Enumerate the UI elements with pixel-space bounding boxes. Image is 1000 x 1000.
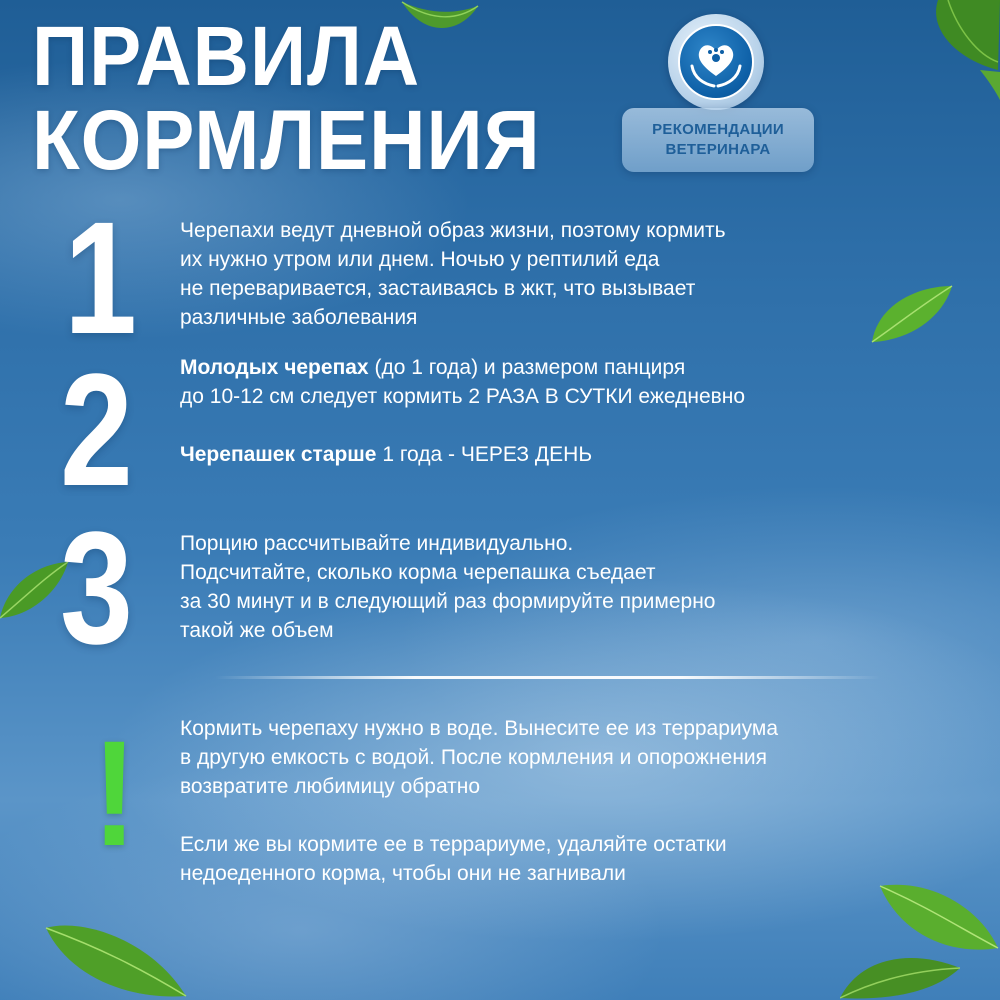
vet-emblem xyxy=(668,14,764,110)
rule-2-text xyxy=(180,353,900,411)
rule-1-number: 1 xyxy=(64,188,137,367)
rule-2-older-bold: Черепашек старше xyxy=(180,443,377,466)
exclamation-mark-icon: ! xyxy=(92,709,137,877)
rule-2-number: 2 xyxy=(60,340,133,519)
badge-line1: РЕКОМЕНДАЦИИ xyxy=(652,121,784,138)
note-1-line-3: возвратите любимицу обратно xyxy=(180,775,481,798)
rule-2-young-line-1 xyxy=(180,353,900,382)
rule-1-line-2: их нужно утром или днем. Ночью у рептилий еда xyxy=(180,248,660,271)
rule-1-line-1: Черепахи ведут дневной образ жизни, поэтому кормить xyxy=(180,219,726,242)
note-1-line-1: Кормить черепаху нужно в воде. Вынесите ее из террариума xyxy=(180,717,779,740)
note-text-2 xyxy=(180,830,940,888)
rule-3-line-4: такой же объем xyxy=(180,619,334,642)
page-title-line1: ПРАВИЛА xyxy=(32,9,421,103)
rule-2-older-line xyxy=(180,440,900,469)
rule-1-text xyxy=(180,216,900,332)
leaf-bottom-left-icon xyxy=(40,918,190,1000)
leaf-bottom-right-icon xyxy=(840,878,1000,1000)
note-1-line-2: в другую емкость с водой. После кормления и опорожнения xyxy=(180,746,768,769)
badge-line2: ВЕТЕРИНАРА xyxy=(665,141,771,158)
rule-2-young-rest: (до 1 года) и размером панциря xyxy=(368,356,686,379)
rule-3-line-2: Подсчитайте, сколько корма черепашка съедает xyxy=(180,561,656,584)
page-title xyxy=(32,9,541,187)
rule-3-line-3: за 30 минут и в следующий раз формируйте примерно xyxy=(180,590,716,613)
leaf-top-right-icon xyxy=(918,0,1000,100)
section-divider xyxy=(215,676,880,679)
rule-3-text xyxy=(180,529,900,645)
vet-recommendations-badge xyxy=(622,108,814,172)
note-text-1 xyxy=(180,714,940,801)
rule-3-line-1: Порцию рассчитывайте индивидуально. xyxy=(180,532,574,555)
rule-2-young-line-2: до 10-12 см следует кормить 2 РАЗА В СУТКИ ежедневно xyxy=(180,385,746,408)
rule-1-line-4: различные заболевания xyxy=(180,306,418,329)
note-2-line-2: недоеденного корма, чтобы они не загнивали xyxy=(180,862,626,885)
heart-paw-hands-icon xyxy=(678,24,754,100)
rule-2-young-bold: Молодых черепах xyxy=(180,356,369,379)
rule-1-line-3: не переваривается, застаиваясь в жкт, что вызывает xyxy=(180,277,696,300)
note-2-line-1: Если же вы кормите ее в террариуме, удаляйте остатки xyxy=(180,833,727,856)
rule-2-older-text xyxy=(180,440,900,469)
page-title-line2: КОРМЛЕНИЯ xyxy=(32,93,541,187)
rule-2-older-rest: 1 года - ЧЕРЕЗ ДЕНЬ xyxy=(376,443,593,466)
rule-3-number: 3 xyxy=(60,498,133,677)
